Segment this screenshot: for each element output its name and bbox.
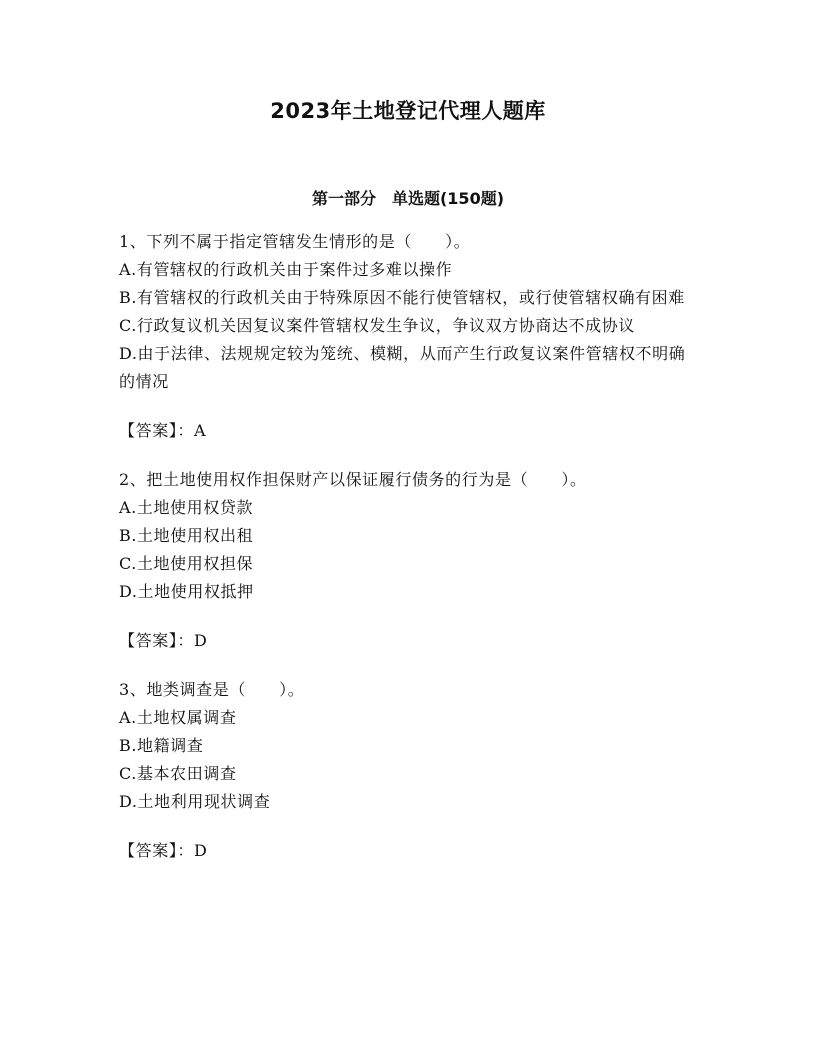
option-a: A.有管辖权的行政机关由于案件过多难以操作 <box>119 260 453 279</box>
option-c: C.土地使用权担保 <box>119 554 254 573</box>
page-title: 2023年土地登记代理人题库 <box>270 99 546 123</box>
option-b: B.土地使用权出租 <box>119 526 254 545</box>
answer-value: D <box>194 631 208 650</box>
option-b: B.有管辖权的行政机关由于特殊原因不能行使管辖权，或行使管辖权确有困难 <box>119 288 685 307</box>
answer-value: A <box>194 421 207 440</box>
answer-line <box>119 627 699 655</box>
answer-line <box>119 417 699 445</box>
option-b: B.地籍调查 <box>119 736 204 755</box>
section-heading: 第一部分 单选题(150题) <box>311 189 505 208</box>
question-list <box>119 228 699 886</box>
question-stem: 2、把土地使用权作担保财产以保证履行债务的行为是（ ）。 <box>119 470 587 489</box>
option-d: D.土地利用现状调查 <box>119 792 271 811</box>
answer-label: 【答案】： <box>119 421 195 440</box>
option-a: A.土地使用权贷款 <box>119 498 254 517</box>
answer-value: D <box>194 841 208 860</box>
option-c: C.基本农田调查 <box>119 764 237 783</box>
question-stem: 1、下列不属于指定管辖发生情形的是（ ）。 <box>119 232 471 251</box>
option-a: A.土地权属调查 <box>119 708 237 727</box>
option-d: D.由于法律、法规规定较为笼统、模糊，从而产生行政复议案件管辖权不明确的情况 <box>119 344 686 391</box>
question-3 <box>119 676 699 865</box>
question-2 <box>119 466 699 655</box>
question-stem: 3、地类调查是（ ）。 <box>119 680 305 699</box>
option-d: D.土地使用权抵押 <box>119 582 254 601</box>
question-1 <box>119 228 699 445</box>
answer-label: 【答案】： <box>119 631 195 650</box>
answer-label: 【答案】： <box>119 841 195 860</box>
answer-line <box>119 837 699 865</box>
option-c: C.行政复议机关因复议案件管辖权发生争议，争议双方协商达不成协议 <box>119 316 635 335</box>
